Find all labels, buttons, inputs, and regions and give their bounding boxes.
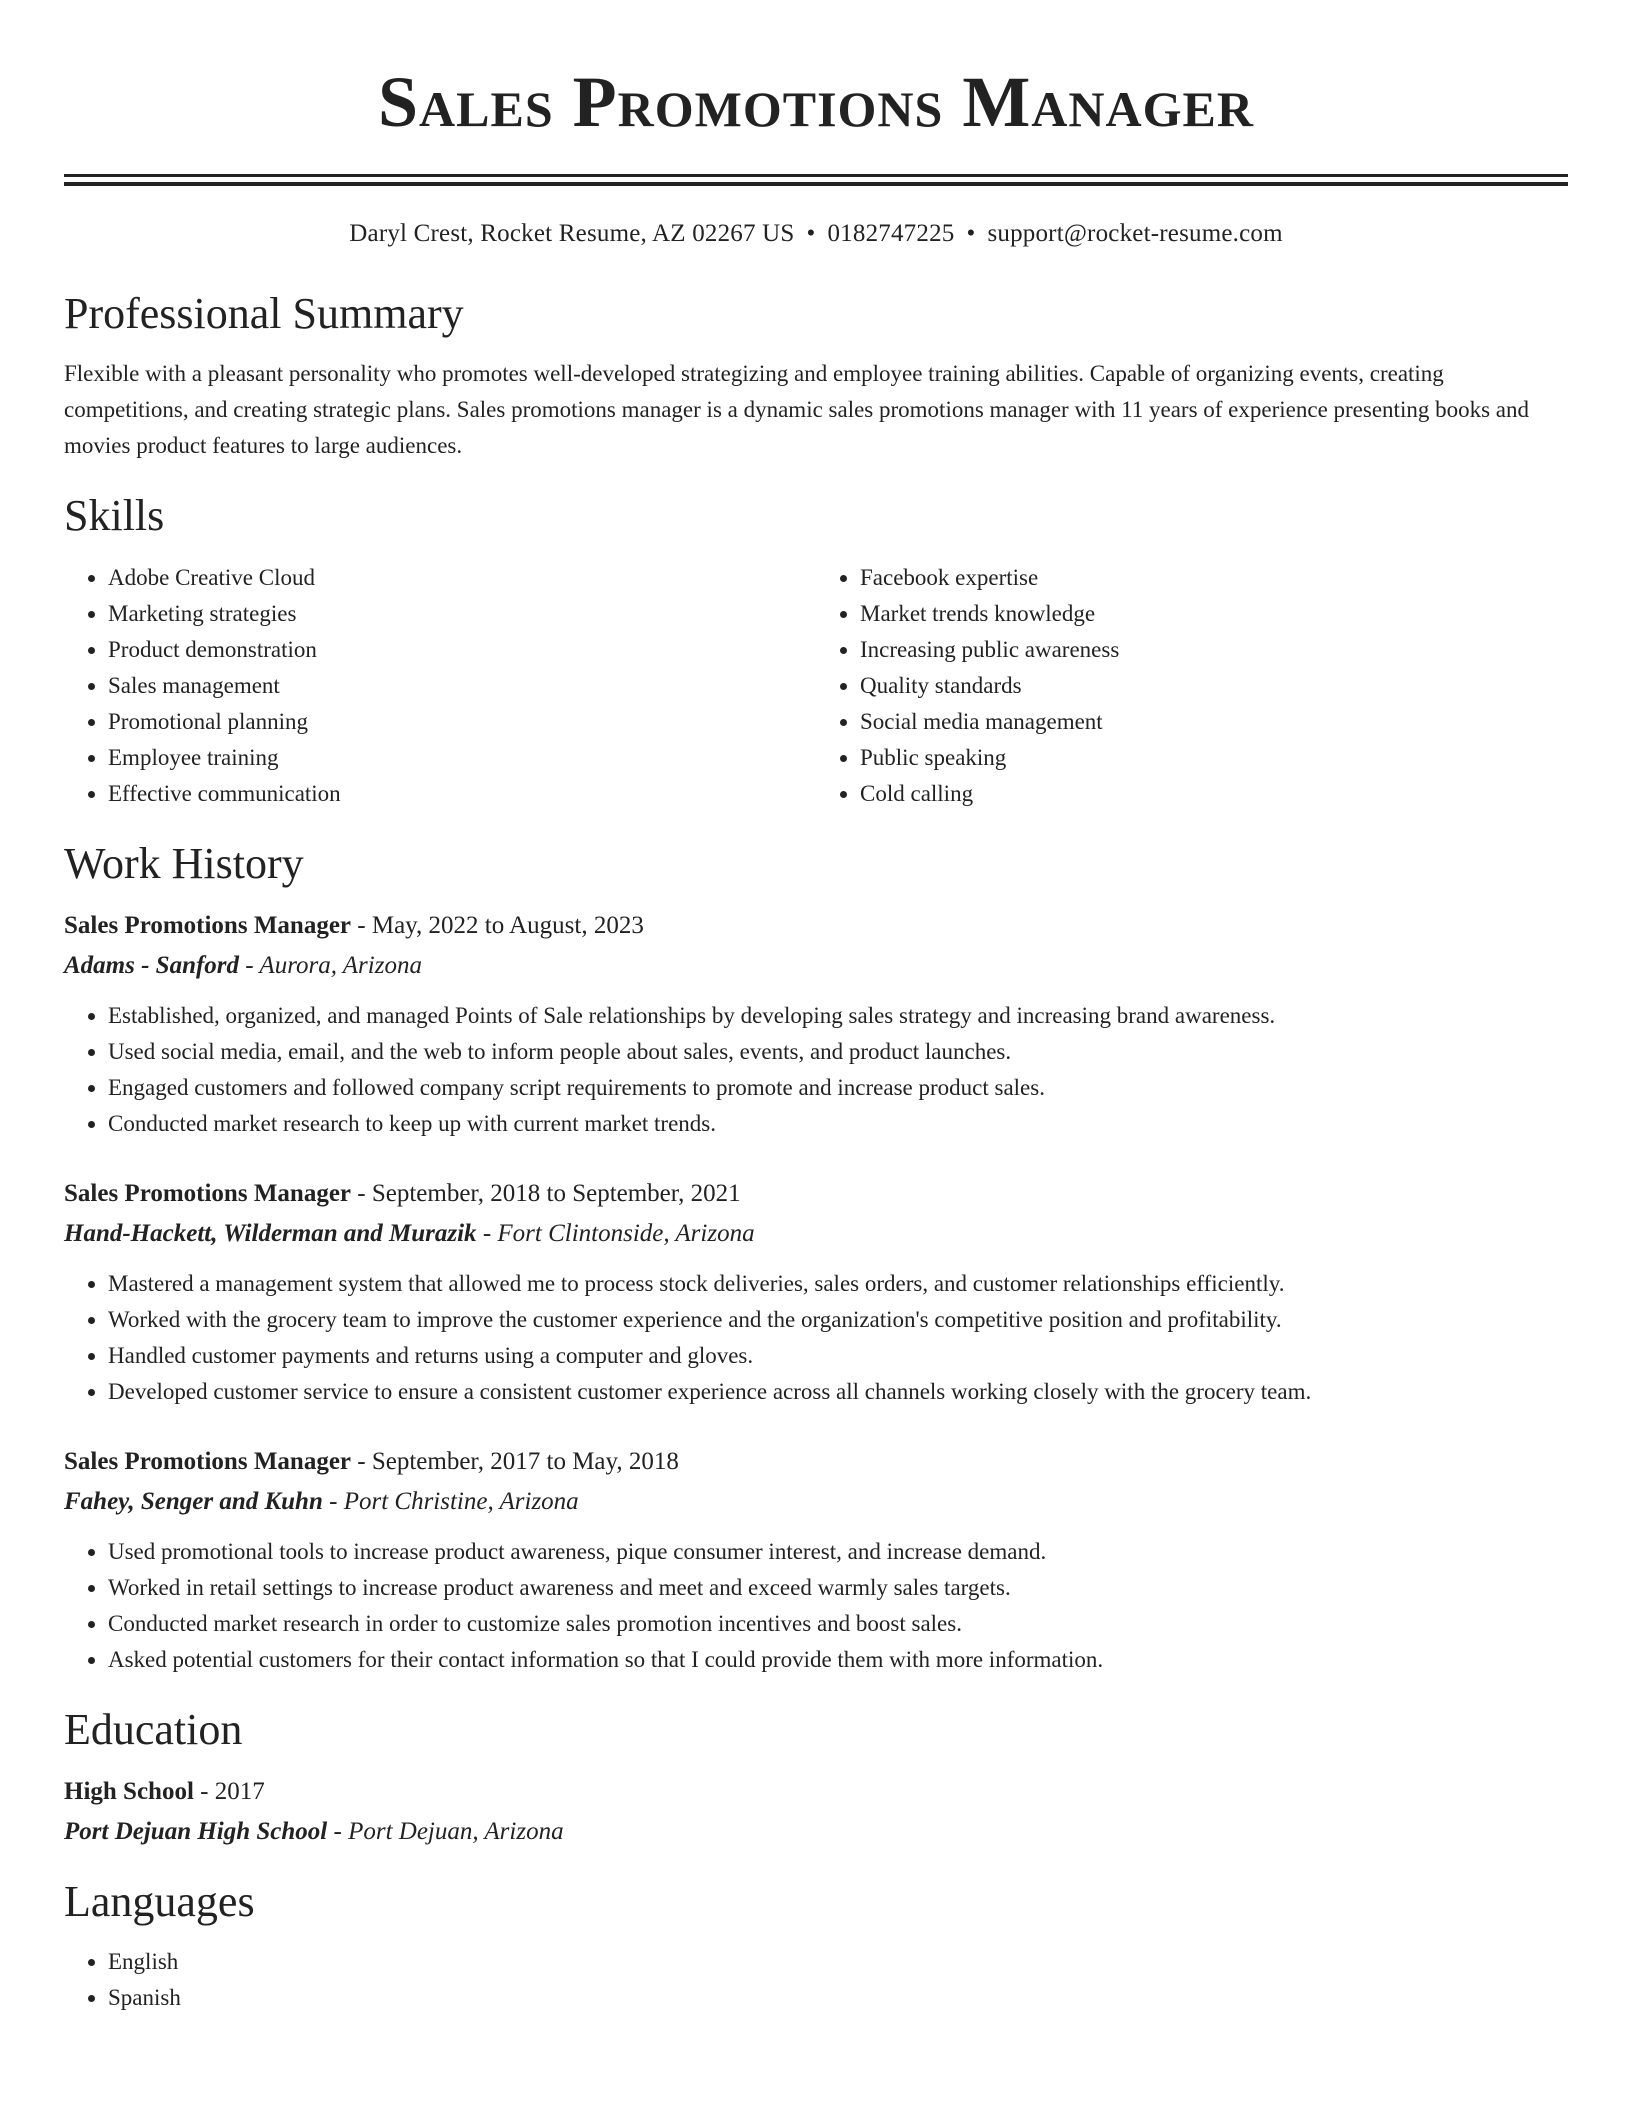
job-bullets bbox=[64, 1534, 1568, 1678]
company-line bbox=[64, 1216, 1568, 1252]
school-name: Port Dejuan High School bbox=[64, 1818, 328, 1845]
job-title-line bbox=[64, 908, 1568, 944]
job-title: Sales Promotions Manager bbox=[64, 1448, 352, 1475]
languages-section bbox=[64, 1944, 1568, 2016]
job-title-line bbox=[64, 1444, 1568, 1480]
skill-item: • Adobe Creative Cloud bbox=[108, 560, 816, 596]
skill-item: • Product demonstration bbox=[108, 632, 816, 668]
contact-email: support@rocket-resume.com bbox=[987, 220, 1283, 247]
degree-line bbox=[64, 1774, 1568, 1810]
job-entry bbox=[64, 908, 1568, 1142]
company-location: - Fort Clintonside, Arizona bbox=[476, 1220, 755, 1247]
skills-list-right bbox=[816, 560, 1568, 812]
job-title: Sales Promotions Manager bbox=[64, 1180, 352, 1207]
company-name: Fahey, Senger and Kuhn bbox=[64, 1488, 323, 1515]
job-dates: - September, 2017 to May, 2018 bbox=[351, 1448, 679, 1475]
company-location: - Aurora, Arizona bbox=[239, 952, 422, 979]
job-bullet: • Worked with the grocery team to improve the customer experience and the organization's competitive position and profitability. bbox=[108, 1302, 1568, 1338]
company-line bbox=[64, 1484, 1568, 1520]
job-entry bbox=[64, 1176, 1568, 1410]
company-name: Hand-Hackett, Wilderman and Murazik bbox=[64, 1220, 477, 1247]
job-bullet: • Asked potential customers for their contact information so that I could provide them with more information. bbox=[108, 1642, 1568, 1678]
skill-item: • Social media management bbox=[860, 704, 1568, 740]
company-name: Adams - Sanford bbox=[64, 952, 240, 979]
work-history-heading: Work History bbox=[64, 839, 304, 888]
contact-separator: • bbox=[966, 220, 976, 247]
job-bullet: • Engaged customers and followed company script requirements to promote and increase product sales. bbox=[108, 1070, 1568, 1106]
contact-phone: 0182747225 bbox=[827, 220, 955, 247]
contact-address: Daryl Crest, Rocket Resume, AZ 02267 US bbox=[349, 220, 795, 247]
company-line bbox=[64, 948, 1568, 984]
school-line bbox=[64, 1814, 1568, 1850]
skill-item: • Public speaking bbox=[860, 740, 1568, 776]
education-entry bbox=[64, 1774, 1568, 1850]
skill-item: • Promotional planning bbox=[108, 704, 816, 740]
job-title: Sales Promotions Manager bbox=[64, 912, 352, 939]
job-bullets bbox=[64, 998, 1568, 1142]
skill-item: • Effective communication bbox=[108, 776, 816, 812]
title-double-rule bbox=[64, 174, 1568, 186]
job-bullet: • Developed customer service to ensure a consistent customer experience across all channels working closely with the grocery team. bbox=[108, 1374, 1568, 1410]
job-bullet: • Worked in retail settings to increase product awareness and meet and exceed warmly sales targets. bbox=[108, 1570, 1568, 1606]
skill-item: • Facebook expertise bbox=[860, 560, 1568, 596]
language-item: • Spanish bbox=[108, 1980, 1568, 2016]
job-bullets bbox=[64, 1266, 1568, 1410]
degree: High School bbox=[64, 1778, 194, 1805]
language-item: • English bbox=[108, 1944, 1568, 1980]
job-dates: - May, 2022 to August, 2023 bbox=[351, 912, 644, 939]
skill-item: • Increasing public awareness bbox=[860, 632, 1568, 668]
job-bullet: • Conducted market research to keep up with current market trends. bbox=[108, 1106, 1568, 1142]
school-location: - Port Dejuan, Arizona bbox=[327, 1818, 564, 1845]
education-heading: Education bbox=[64, 1705, 243, 1754]
graduation-year: - 2017 bbox=[193, 1778, 265, 1805]
job-bullet: • Mastered a management system that allowed me to process stock deliveries, sales orders, and customer relationships efficiently. bbox=[108, 1266, 1568, 1302]
skill-item: • Employee training bbox=[108, 740, 816, 776]
job-dates: - September, 2018 to September, 2021 bbox=[351, 1180, 741, 1207]
job-entry bbox=[64, 1444, 1568, 1678]
skill-item: • Market trends knowledge bbox=[860, 596, 1568, 632]
skills-list-left bbox=[64, 560, 816, 812]
job-bullet: • Used promotional tools to increase product awareness, pique consumer interest, and increase demand. bbox=[108, 1534, 1568, 1570]
skill-item: • Marketing strategies bbox=[108, 596, 816, 632]
job-title-line bbox=[64, 1176, 1568, 1212]
resume-title: Sales Promotions Manager bbox=[378, 62, 1254, 142]
skills-columns bbox=[64, 560, 1568, 812]
contact-separator: • bbox=[806, 220, 816, 247]
languages-heading: Languages bbox=[64, 1877, 255, 1926]
languages-list bbox=[64, 1944, 1568, 2016]
company-location: - Port Christine, Arizona bbox=[322, 1488, 579, 1515]
summary-heading: Professional Summary bbox=[64, 289, 464, 338]
contact-line bbox=[64, 218, 1568, 250]
skill-item: • Quality standards bbox=[860, 668, 1568, 704]
job-bullet: • Used social media, email, and the web to inform people about sales, events, and product launches. bbox=[108, 1034, 1568, 1070]
job-bullet: • Established, organized, and managed Points of Sale relationships by developing sales strategy and increasing brand awareness. bbox=[108, 998, 1568, 1034]
summary-text: Flexible with a pleasant personality who promotes well-developed strategizing and employee training abilities. Capable of organizing events, creating competitions, and creating strategic plans. Sales promotions manager is a dynamic sales promotions manager with 11 years of experience presenting books and movies product features to large audiences. bbox=[64, 361, 1529, 458]
job-bullet: • Conducted market research in order to customize sales promotion incentives and boost sales. bbox=[108, 1606, 1568, 1642]
job-bullet: • Handled customer payments and returns using a computer and gloves. bbox=[108, 1338, 1568, 1374]
skill-item: • Cold calling bbox=[860, 776, 1568, 812]
skills-heading: Skills bbox=[64, 491, 165, 540]
skill-item: • Sales management bbox=[108, 668, 816, 704]
